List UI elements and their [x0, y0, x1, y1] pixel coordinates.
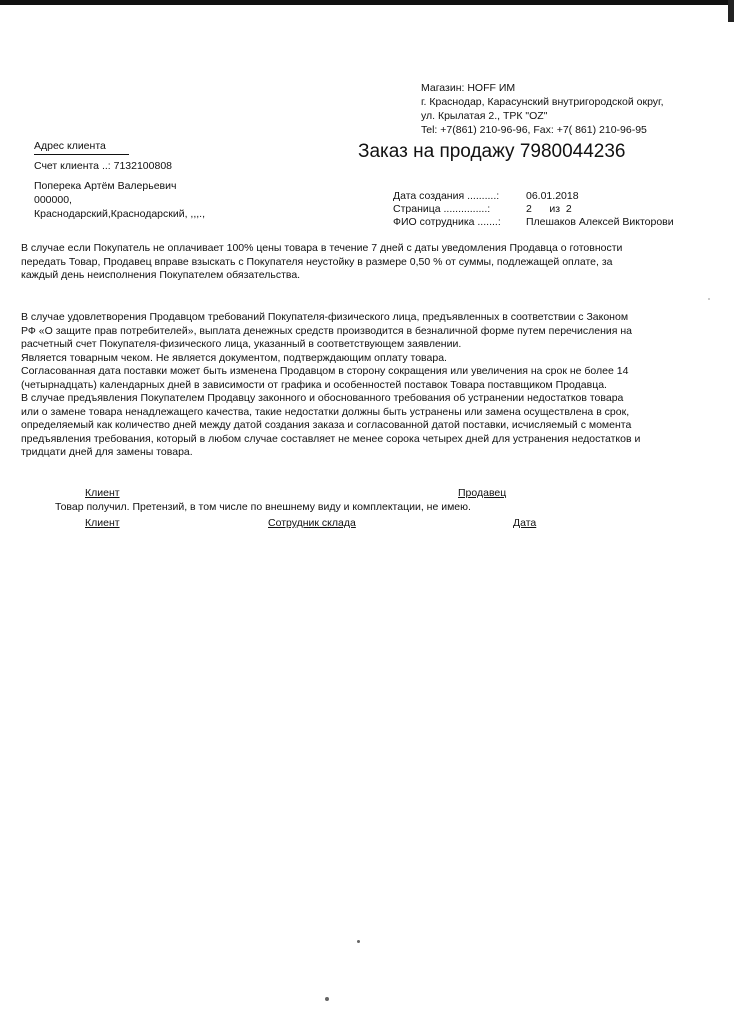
paragraph-line: каждый день неисполнения Покупателем обязательства.	[21, 269, 301, 281]
store-address-line: г. Краснодар, Карасунский внутригородской округ,	[421, 96, 664, 108]
paragraph-line: В случае предъявления Покупателем Продавцу законного и обоснованного требования об устранении недостатков товара	[21, 392, 624, 404]
signature-client2-label: Клиент	[85, 517, 120, 529]
meta-row-page	[393, 203, 674, 216]
signature-seller-label: Продавец	[458, 487, 507, 499]
client-region: Краснодарский,Краснодарский, ,,,.,	[34, 208, 206, 220]
scan-corner-mark	[728, 0, 734, 22]
paragraph-line: В случае удовлетворения Продавцом требований Покупателя-физического лица, предъявленных в соответствии с Законом	[21, 311, 629, 323]
paragraph-line: Является товарным чеком. Не является документом, подтверждающим оплату товара.	[21, 351, 447, 364]
scan-speck	[325, 997, 329, 1001]
paragraph-line: (четырнадцать) календарных дней в зависимости от графика и особенностей поставок Товара поставщиком Продавца.	[21, 378, 607, 391]
client-name: Поперека Артём Валерьевич	[34, 180, 177, 192]
meta-value: 2 из 2	[526, 203, 572, 215]
store-info	[421, 82, 664, 138]
meta-label: Страница ...............:	[393, 203, 491, 215]
meta-row-date	[393, 190, 674, 203]
received-note: Товар получил. Претензий, в том числе по внешнему виду и комплектации, не имею.	[55, 501, 471, 513]
paragraph-line: предъявления требования, который в любом случае составляет не менее сорока четырех дней для устранения недостатков и	[21, 432, 641, 445]
paragraph-line: расчетный счет Покупателя-физического лица, указанный в соответствующем заявлении.	[21, 338, 462, 350]
meta-row-employee	[393, 216, 674, 229]
paragraph-line: Согласованная дата поставки может быть изменена Продавцом в сторону сокращения или увеличения на срок не более 14	[21, 365, 629, 377]
meta-label: Дата создания ..........:	[393, 190, 500, 202]
signature-warehouse-label: Сотрудник склада	[268, 517, 356, 529]
paragraph-line: тридцати дней для замены товара.	[21, 446, 193, 458]
paragraph-line: определяемый как количество дней между датой создания заказа и согласованной датой поставки, исчисляемый с момента	[21, 419, 632, 431]
paragraph-line: В случае если Покупатель не оплачивает 100% цены товара в течение 7 дней с даты уведомления Продавца о готовности	[21, 242, 623, 254]
store-name: Магазин: HOFF ИМ	[421, 82, 516, 94]
paragraph-line: РФ «О защите прав потребителей», выплата денежных средств производится в безналичной форме путем перечисления на	[21, 324, 632, 337]
client-info	[34, 160, 205, 222]
meta-value: Плешаков Алексей Викторови	[526, 216, 674, 228]
signature-client-label: Клиент	[85, 487, 120, 499]
order-title: Заказ на продажу 7980044236	[358, 141, 626, 162]
signature-date-label: Дата	[513, 517, 537, 529]
paragraph-line: передать Товар, Продавец вправе взыскать с Покупателя неустойку в размере 0,50 % от суммы, подлежащей оплате, за	[21, 255, 613, 268]
terms-paragraph	[21, 311, 701, 460]
client-address-label: Адрес клиента	[34, 140, 129, 155]
store-phone: Tel: +7(861) 210-96-96, Fax: +7( 861) 210-96-95	[421, 124, 647, 136]
client-postcode: 000000,	[34, 194, 72, 206]
store-address-street: ул. Крылатая 2., ТРК "OZ"	[421, 110, 548, 122]
scan-speck	[708, 298, 710, 300]
order-meta	[393, 190, 674, 229]
client-account: Счет клиента ..: 7132100808	[34, 160, 173, 172]
scan-top-edge	[0, 0, 734, 5]
meta-value: 06.01.2018	[526, 190, 579, 202]
meta-label: ФИО сотрудника .......:	[393, 216, 501, 228]
paragraph-line: или о замене товара ненадлежащего качества, такие недостатки должны быть устранены или замена осуществлена в срок,	[21, 405, 630, 418]
scan-speck	[357, 940, 360, 943]
penalty-paragraph	[21, 242, 701, 283]
